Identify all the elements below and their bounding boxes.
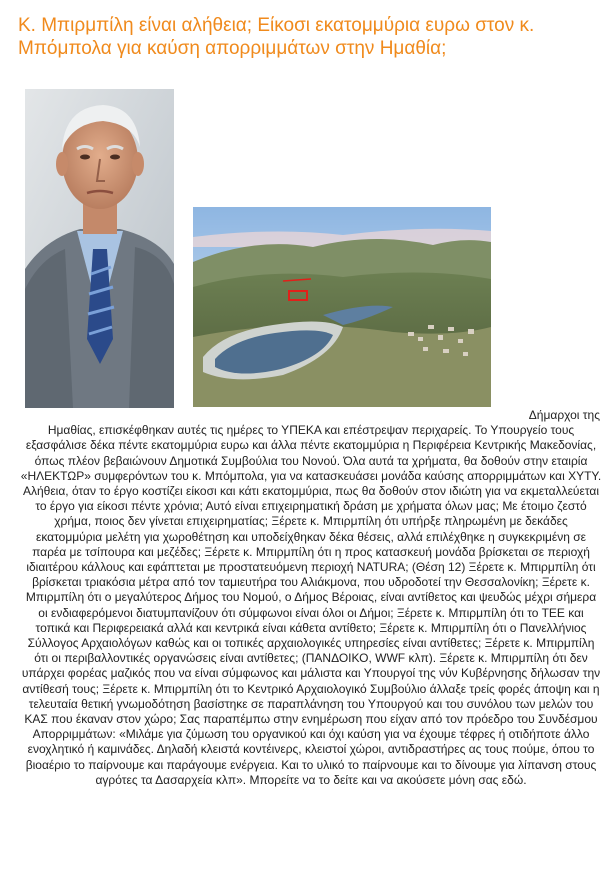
article-body-text: Ημαθίας, επισκέφθηκαν αυτές τις ημέρες το ΥΠΕΚΑ και επέστρεψαν περιχαρείς. Το Υπουργείο τους εξασφάλισε δέκα πέντε εκατομμύρια ευρω και άλλα πέντε εκατομμύρια η Περιφέρεια Κεντρικής Μακεδονίας, όπως πλέον βεβαιώνουν Δημοτικά Συμβούλια του Νονού. Όλα αυτά τα χρήματα, θα δοθούν στην εταιρία «ΗΛΕΚΤΩΡ» συμφερόντων του κ. Μπόμπολα, για να κατασκευάσει μονάδα καύσης απορριμμάτων και ΧΥΤΥ. Αλήθεια, όταν το έργο κοστίζει είκοσι και κάτι εκατομμύρια, πως θα δοθούν στον ιδιώτη για να εκμεταλλεύεται το έργο για είκοσι πέντε χρόνια; Αυτό είναι επιχειρηματική δράση με χρήματα όλων μας; Με έτοιμο ζεστό χρήμα, ποιος δεν γίνεται επιχειρηματίας; Ξέρετε κ. Μπιρμπίλη ότι υπήρξε πληρωμένη με δεκάδες εκατομμύρια μελέτη για χωροθέτηση και υποδείχθηκαν δέκα θέσεις, αλλά επιλέχθηκε η συγκεκριμένη σε παρέα με τσίπουρα και μεζέδες; Ξέρετε κ. Μπιρμπίλη ότι η προς κατασκευή μονάδα βρίσκεται σε περιοχή ιδιαιτέρου κάλλους και εφάπτεται με προστατευόμενη περιοχή NATURA; (Θέση 12) Ξέρετε κ. Μπιρμπίλη ότι βρίσκεται τριακόσια μέτρα από τον ταμιευτήρα του Αλιάκμονα, που υδροδοτεί την Θεσσαλονίκη; Ξέρετε κ. Μπιρμπίλη ότι ο μεγαλύτερος Δήμος του Νομού, ο Δήμος Βέροιας, είναι αντίθετος και ψευδώς μέχρι σήμερα οι ενδιαφερόμενοι διατυμπανίζουν ότι σύμφωνοι είναι όλοι οι Δήμοι; Ξέρετε κ. Μπιρμπίλη ότι το ΤΕΕ και τοπικά και Περιφερειακά αλλά και κεντρικά είναι κάθετα αντίθετο; Ξέρετε κ. Μπιρμπίλη ότι ο Πανελλήνιος Σύλλογος Αρχαιολόγων καθώς και οι τοπικές αρχαιολογικές υπηρεσίες είναι αντίθετες; Ξέρετε κ. Μπιρμπίλη ότι οι περιβαλλοντικές οργανώσεις είναι αντίθετες; (ΠΑΝΔΟΙΚΟ, WWF κλπ). Ξέρετε κ. Μπιρμπίλη ότι δεν υπάρχει φορέας μαζικός που να είναι σύμφωνος και μάλιστα και Υπουργοί της νύν Κυβέρνησης δήλωσαν την αντίθεσή τους; Ξέρετε κ. Μπιρμπίλη ότι το Κεντρικό Αρχαιολογικό Συμβούλιο άλλαξε τρείς φορές άποψη και η τελευταία θετική γνωμοδότηση βασίστηκε σε παραπλάνηση του Υπουργού και του συνόλου των μελών του ΚΑΣ που έκαναν στον χώρο; Σας παραπέμπω στην ενημέρωση που είχαν από τον πρόεδρο του Συνδέσμου Απορριμμάτων: «Μιλάμε για ζύμωση του οργανικού και όχι καύση για να έχουμε τέφρες ή οτιδήποτε άλλο ενοχλητικό ή καμινάδες. Δηλαδή κλειστά κοντέινερς, κλειστοί χώροι, αντιδραστήρες ας τους πούμε, όπου το βιοαέριο το παίρνουμε και παράγουμε ενέργεια. Και το υλικό το παίρνουμε και το δίνουμε για λίπανση στους αγρότες τα Δασαρχεία κλπ». Μπορείτε να το δείτε και να ακούσετε μόνη σας εδώ.: [20, 423, 602, 787]
portrait-photo: [25, 89, 174, 408]
aerial-photo: [193, 207, 491, 407]
article-title: Κ. Μπιρμπίλη είναι αλήθεια; Είκοσι εκατομμύρια ευρω στον κ. Μπόμπολα για καύση απορριμμάτων στην Ημαθία;: [18, 15, 535, 59]
article-lead: Δήμαρχοι της: [528, 408, 600, 422]
article-body: [20, 408, 602, 788]
